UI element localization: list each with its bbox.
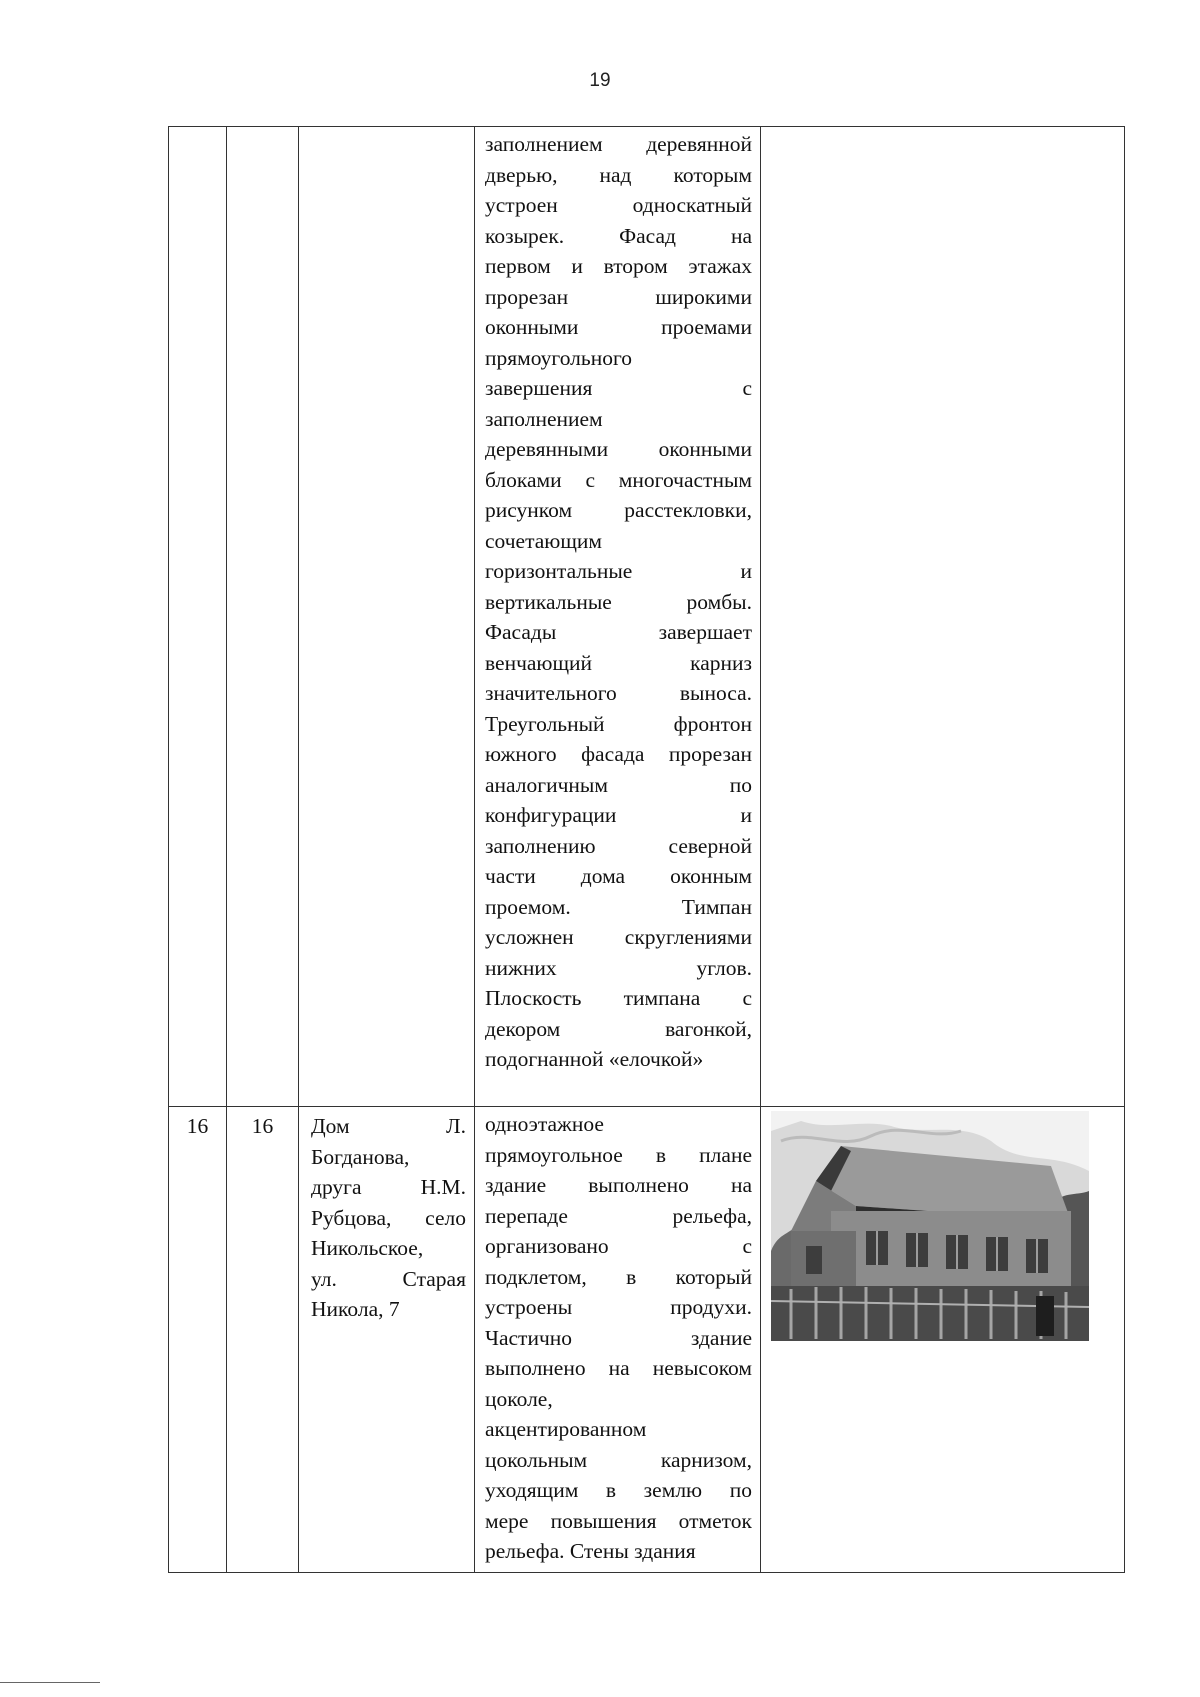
cell-row-number: 16 — [169, 1107, 227, 1573]
text-line: прямоугольное в плане — [485, 1142, 752, 1167]
monuments-table — [168, 126, 1125, 1573]
text-line: деревянными оконными — [485, 437, 752, 461]
text-line: южного фасада прорезан — [485, 742, 752, 766]
cell-photo — [761, 1107, 1125, 1573]
text-line: заполнением деревянной — [485, 132, 752, 156]
description-text — [485, 1109, 752, 1567]
text-line: мере повышения отметок — [485, 1508, 752, 1533]
text-line: сочетающим — [485, 528, 603, 553]
text-line: рельефа. Стены здания — [485, 1539, 696, 1563]
cell-object-name — [299, 1107, 475, 1573]
table-row — [169, 1107, 1125, 1573]
text-line: Частично здание — [485, 1325, 752, 1350]
text-line: Никола, 7 — [311, 1297, 400, 1321]
text-line: усложнен скруглениями — [485, 925, 752, 949]
text-line: одноэтажное — [485, 1112, 604, 1136]
text-line: подогнанной «елочкой» — [485, 1047, 704, 1071]
text-line: конфигурации и — [485, 803, 752, 827]
cell-registry-number: 16 — [227, 1107, 299, 1573]
text-line: части дома оконным — [485, 864, 752, 888]
text-line: горизонтальные и — [485, 559, 752, 583]
text-line: Рубцова, село — [311, 1205, 466, 1230]
text-line: венчающий карниз — [485, 650, 752, 675]
text-line: проемом. Тимпан — [485, 894, 752, 919]
text-line: Фасады завершает — [485, 620, 752, 644]
text-line: Дом Л. — [311, 1114, 466, 1138]
text-line: значительного выноса. — [485, 681, 752, 705]
page-number: 19 — [589, 70, 611, 91]
text-line: нижних углов. — [485, 955, 752, 980]
description-text — [485, 129, 752, 1075]
cell-registry-number — [227, 127, 299, 1107]
text-line: вертикальные ромбы. — [485, 589, 752, 614]
text-line: ул. Старая — [311, 1266, 466, 1291]
text-line: здание выполнено на — [485, 1173, 752, 1197]
object-name-text — [311, 1111, 466, 1325]
table-row-continued — [169, 127, 1125, 1107]
text-line: прорезан широкими — [485, 284, 752, 309]
text-line: заполнению северной — [485, 833, 752, 858]
text-line: устроены продухи. — [485, 1295, 752, 1319]
text-line: прямоугольного — [485, 345, 633, 370]
text-line: козырек. Фасад на — [485, 223, 752, 248]
text-line: первом и втором этажах — [485, 254, 752, 278]
text-line: выполнено на невысоком — [485, 1356, 752, 1380]
text-line: рисунком расстекловки, — [485, 498, 752, 522]
text-line: подклетом, в который — [485, 1264, 752, 1289]
text-line: дверью, над которым — [485, 162, 752, 187]
text-line: Треугольный фронтон — [485, 711, 752, 736]
text-line: блоками с многочастным — [485, 467, 752, 492]
text-line: оконными проемами — [485, 315, 752, 339]
cell-description — [475, 127, 761, 1107]
text-line: заполнением — [485, 406, 603, 431]
house-photo — [771, 1111, 1089, 1341]
text-line: перепаде рельефа, — [485, 1203, 752, 1228]
text-line: цоколе, — [485, 1386, 553, 1411]
cell-description — [475, 1107, 761, 1573]
cell-photo — [761, 127, 1125, 1107]
text-line: декором вагонкой, — [485, 1016, 752, 1041]
text-line: Плоскость тимпана с — [485, 986, 752, 1010]
text-line: Богданова, — [311, 1144, 410, 1169]
text-line: аналогичным по — [485, 772, 752, 797]
text-line: завершения с — [485, 376, 752, 400]
cell-object-name — [299, 127, 475, 1107]
text-line: акцентированном — [485, 1417, 647, 1441]
text-line: друга Н.М. — [311, 1175, 466, 1199]
text-line: уходящим в землю по — [485, 1478, 752, 1502]
cell-row-number — [169, 127, 227, 1107]
text-line: Никольское, — [311, 1236, 424, 1260]
text-line: цокольным карнизом, — [485, 1447, 752, 1472]
text-line: организовано с — [485, 1234, 752, 1258]
footer-rule — [0, 1682, 100, 1683]
text-line: устроен односкатный — [485, 193, 752, 217]
